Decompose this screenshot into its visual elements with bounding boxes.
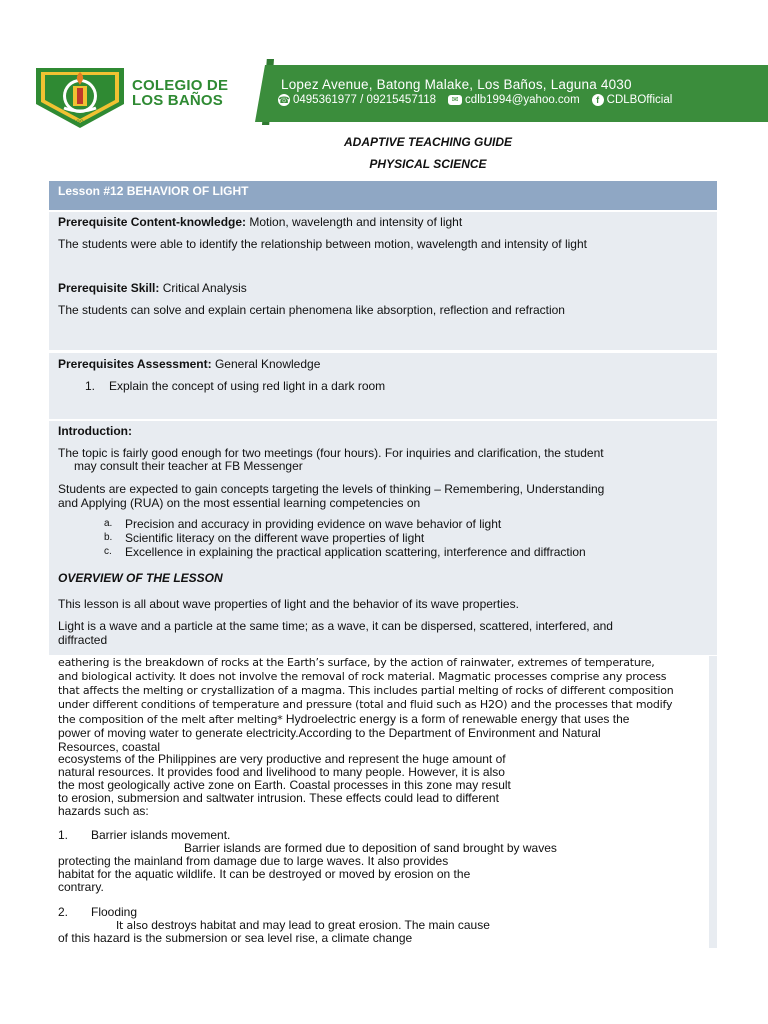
- list-marker-b: b.: [104, 532, 113, 543]
- content-line-7: Resources, coastal: [58, 740, 161, 754]
- assessment-item-text: Explain the concept of using red light in a dark room: [109, 379, 386, 393]
- content-line-5-tail: Hydroelectric energy is a form of renewable energy that uses the: [282, 712, 630, 726]
- list-marker-a: a.: [104, 518, 113, 529]
- school-name-line1: COLEGIO DE: [132, 77, 229, 94]
- prereq-content-desc: The students were able to identify the relationship between motion, wavelength and intensity of light: [58, 237, 587, 251]
- school-name: [132, 78, 228, 108]
- contact-info: [278, 94, 672, 106]
- mail-icon: ✉: [448, 95, 462, 105]
- list-item-a: Precision and accuracy in providing evidence on wave behavior of light: [125, 517, 502, 531]
- intro-paragraph1-line1: The topic is fairly good enough for two meetings (four hours). For inquiries and clarification, the student: [58, 446, 604, 460]
- school-name-line2: LOS BAÑOS: [132, 92, 223, 109]
- assessment-label: Prerequisites Assessment:: [58, 357, 212, 371]
- phone-contact: [278, 94, 436, 106]
- header-banner: [0, 58, 768, 132]
- introduction-section: [49, 421, 717, 655]
- overview-label: OVERVIEW OF THE LESSON: [58, 571, 223, 585]
- coastal-line-2: natural resources. It provides food and livelihood to many people. However, it is also: [58, 765, 505, 779]
- email-address: cdlb1994@yahoo.com: [465, 94, 580, 106]
- assessment-line: [58, 357, 320, 371]
- prereq-content-label: Prerequisite Content-knowledge:: [58, 215, 247, 229]
- document-subtitle: PHYSICAL SCIENCE: [369, 157, 487, 171]
- facebook-icon: f: [592, 94, 604, 106]
- coastal-line-3: the most geologically active zone on Earth. Coastal processes in this zone may result: [58, 778, 511, 792]
- prereq-skill-label: Prerequisite Skill:: [58, 281, 160, 295]
- hazard-1-number: 1.: [58, 828, 69, 842]
- svg-text:1994: 1994: [72, 119, 88, 126]
- facebook-contact: [592, 94, 673, 106]
- prereq-skill-line: [58, 281, 247, 295]
- assessment-section: [49, 353, 717, 419]
- intro-paragraph1-line2: may consult their teacher at FB Messenger: [74, 459, 303, 473]
- hazard-2-line-1-rest: destroys habitat and may lead to great erosion. The main cause: [147, 918, 490, 932]
- lesson-title: Lesson #12 BEHAVIOR OF LIGHT: [58, 184, 249, 198]
- coastal-line-5: hazards such as:: [58, 804, 149, 818]
- content-line-6: power of moving water to generate electricity.According to the Department of Environment and Natural: [58, 726, 601, 740]
- intro-paragraph2-line1: Students are expected to gain concepts targeting the levels of thinking – Remembering, Understanding: [58, 482, 605, 496]
- content-line-2: and biological activity. It does not involve the removal of rock material. Magmatic processes comprise any process: [58, 670, 667, 683]
- coastal-line-1: ecosystems of the Philippines are very productive and represent the huge amount of: [58, 752, 506, 766]
- prereq-skill-value: Critical Analysis: [159, 281, 247, 295]
- facebook-handle: CDLBOfficial: [606, 94, 673, 106]
- hazard-1-line-2: protecting the mainland from damage due to large waves. It also provides: [58, 854, 449, 868]
- content-line-5: [58, 712, 629, 727]
- introduction-label: Introduction:: [58, 424, 132, 438]
- lesson-content-section: [49, 656, 717, 948]
- content-line-5-start: the composition of the melt after melting*: [58, 713, 283, 726]
- prerequisite-section: [49, 212, 717, 350]
- prereq-skill-desc: The students can solve and explain certain phenomena like absorption, reflection and refraction: [58, 303, 565, 317]
- school-logo-icon: [34, 64, 126, 130]
- overview-paragraph1: This lesson is all about wave properties of light and the behavior of its wave properties.: [58, 597, 519, 611]
- assessment-value: General Knowledge: [211, 357, 321, 371]
- overview-paragraph2-line1: Light is a wave and a particle at the same time; as a wave, it can be dispersed, scattered, interfered, and: [58, 619, 613, 633]
- content-line-3: that affects the melting or crystallization of a magma. This includes partial melting of rocks of different composition: [58, 684, 674, 697]
- content-line-1: eathering is the breakdown of rocks at the Earth’s surface, by the action of rainwater, extremes of temperature,: [58, 656, 655, 669]
- prereq-content-line: [58, 215, 462, 229]
- intro-paragraph2-line2: and Applying (RUA) on the most essential learning competencies on: [58, 496, 421, 510]
- hazard-1-line-4: contrary.: [58, 880, 104, 894]
- phone-icon: ☎: [278, 95, 290, 105]
- hazard-1-title: Barrier islands movement.: [91, 828, 231, 842]
- phone-number: 0495361977 / 09215457118: [293, 94, 437, 106]
- list-item-c: Excellence in explaining the practical application scattering, interference and diffraction: [125, 545, 586, 559]
- hazard-1-line-3: habitat for the aquatic wildlife. It can be destroyed or moved by erosion on the: [58, 867, 471, 881]
- hazard-2-line-1-start: It also: [116, 919, 148, 932]
- hazard-2-title: Flooding: [91, 905, 138, 919]
- hazard-1-line-1: Barrier islands are formed due to deposition of sand brought by waves: [184, 841, 557, 855]
- school-address: Lopez Avenue, Batong Malake, Los Baños, Laguna 4030: [281, 77, 632, 92]
- assessment-item-number: 1.: [85, 379, 96, 393]
- list-item-b: Scientific literacy on the different wave properties of light: [125, 531, 425, 545]
- content-line-4: under different conditions of temperature and pressure (total and fluid such as H2O) and the processes that modify: [58, 698, 673, 711]
- coastal-line-4: to erosion, submersion and saltwater intrusion. These effects could lead to different: [58, 791, 499, 805]
- email-contact: [448, 94, 580, 106]
- hazard-2-number: 2.: [58, 905, 69, 919]
- lesson-header-bar: [49, 181, 717, 210]
- prereq-content-value: Motion, wavelength and intensity of light: [246, 215, 463, 229]
- hazard-2-line-2: of this hazard is the submersion or sea level rise, a climate change: [58, 931, 413, 945]
- overview-paragraph2-line2: diffracted: [58, 633, 108, 647]
- list-marker-c: c.: [104, 546, 112, 557]
- document-title: ADAPTIVE TEACHING GUIDE: [343, 135, 512, 149]
